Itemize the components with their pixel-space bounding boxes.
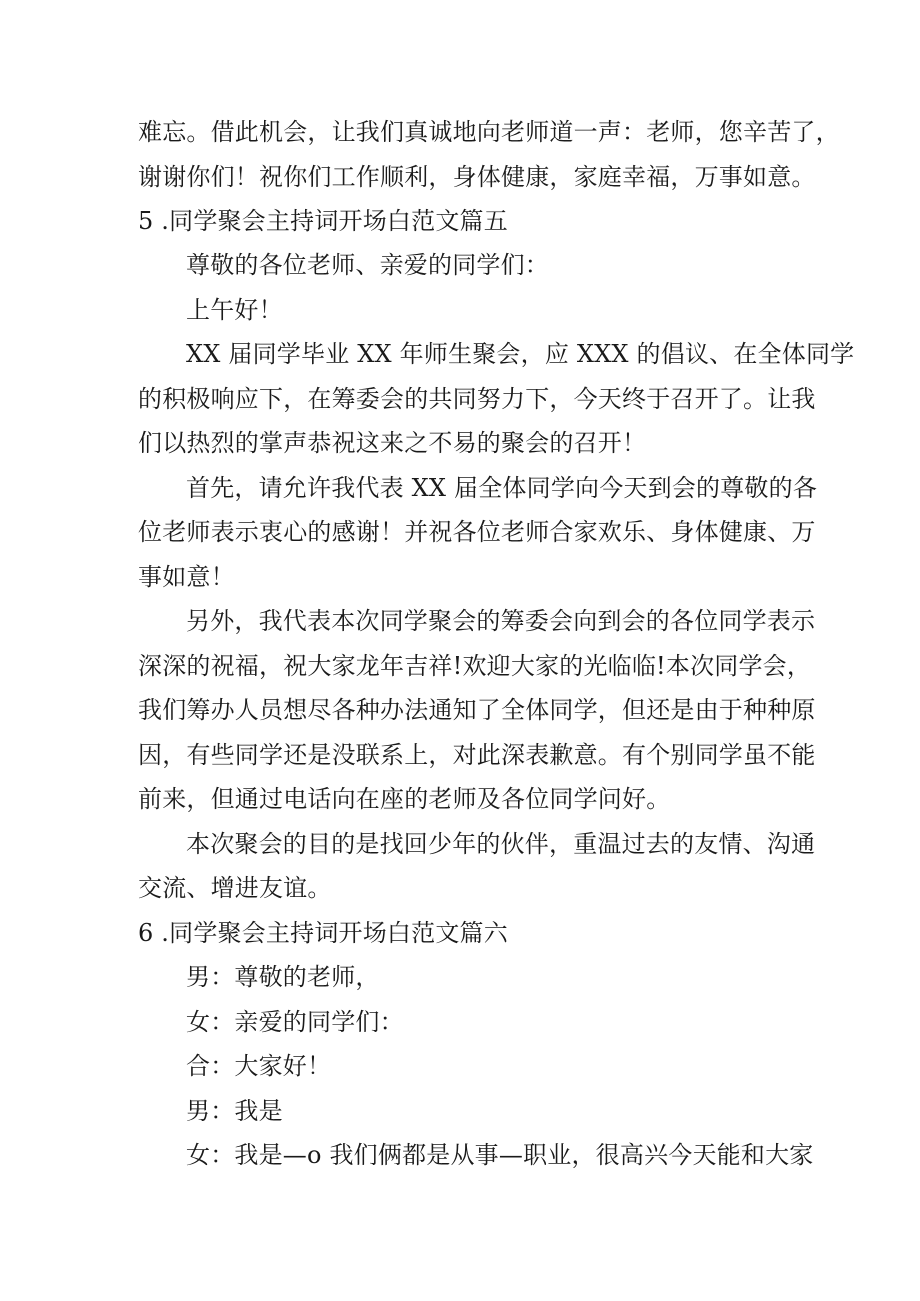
- paragraph-line: 交流、增进友谊。: [138, 874, 332, 902]
- section-6-heading: 6 .同学聚会主持词开场白范文篇六: [138, 919, 508, 947]
- paragraph-line: 位老师表示衷心的感谢！并祝各位老师合家欢乐、身体健康、万: [138, 518, 816, 546]
- dialogue-line: 合：大家好！: [186, 1052, 332, 1080]
- paragraph-line: 们以热烈的掌声恭祝这来之不易的聚会的召开！: [138, 429, 647, 457]
- dialogue-line: 男：我是: [186, 1097, 283, 1125]
- paragraph-line: 我们筹办人员想尽各种办法通知了全体同学，但还是由于种种原: [138, 696, 816, 724]
- paragraph-line: 的积极响应下，在筹委会的共同努力下，今天终于召开了。让我: [138, 385, 816, 413]
- paragraph-line: 前来，但通过电话向在座的老师及各位同学问好。: [138, 785, 671, 813]
- section-5-greeting: 上午好！: [186, 296, 283, 324]
- section-5-salutation: 尊敬的各位老师、亲爱的同学们：: [186, 251, 549, 279]
- paragraph-line: 事如意！: [138, 563, 235, 591]
- intro-line: 谢谢你们！祝你们工作顺利，身体健康，家庭幸福，万事如意。: [138, 163, 816, 191]
- intro-line: 难忘。借此机会，让我们真诚地向老师道一声：老师，您辛苦了，: [138, 118, 840, 146]
- paragraph-line: 首先，请允许我代表 XX 届全体同学向今天到会的尊敬的各: [186, 474, 818, 502]
- section-5-heading: 5 .同学聚会主持词开场白范文篇五: [138, 207, 508, 235]
- paragraph-line: 因，有些同学还是没联系上，对此深表歉意。有个别同学虽不能: [138, 741, 816, 769]
- dialogue-line: 男：尊敬的老师，: [186, 963, 380, 991]
- dialogue-line: 女：亲爱的同学们：: [186, 1008, 404, 1036]
- dialogue-line: 女：我是—o 我们俩都是从事—职业，很高兴今天能和大家: [186, 1141, 814, 1169]
- paragraph-line: 本次聚会的目的是找回少年的伙伴，重温过去的友情、沟通: [186, 830, 816, 858]
- paragraph-line: XX 届同学毕业 XX 年师生聚会，应 XXX 的倡议、在全体同学: [186, 340, 855, 368]
- paragraph-line: 深深的祝福，祝大家龙年吉祥!欢迎大家的光临临!本次同学会，: [138, 652, 812, 680]
- paragraph-line: 另外，我代表本次同学聚会的筹委会向到会的各位同学表示: [186, 607, 816, 635]
